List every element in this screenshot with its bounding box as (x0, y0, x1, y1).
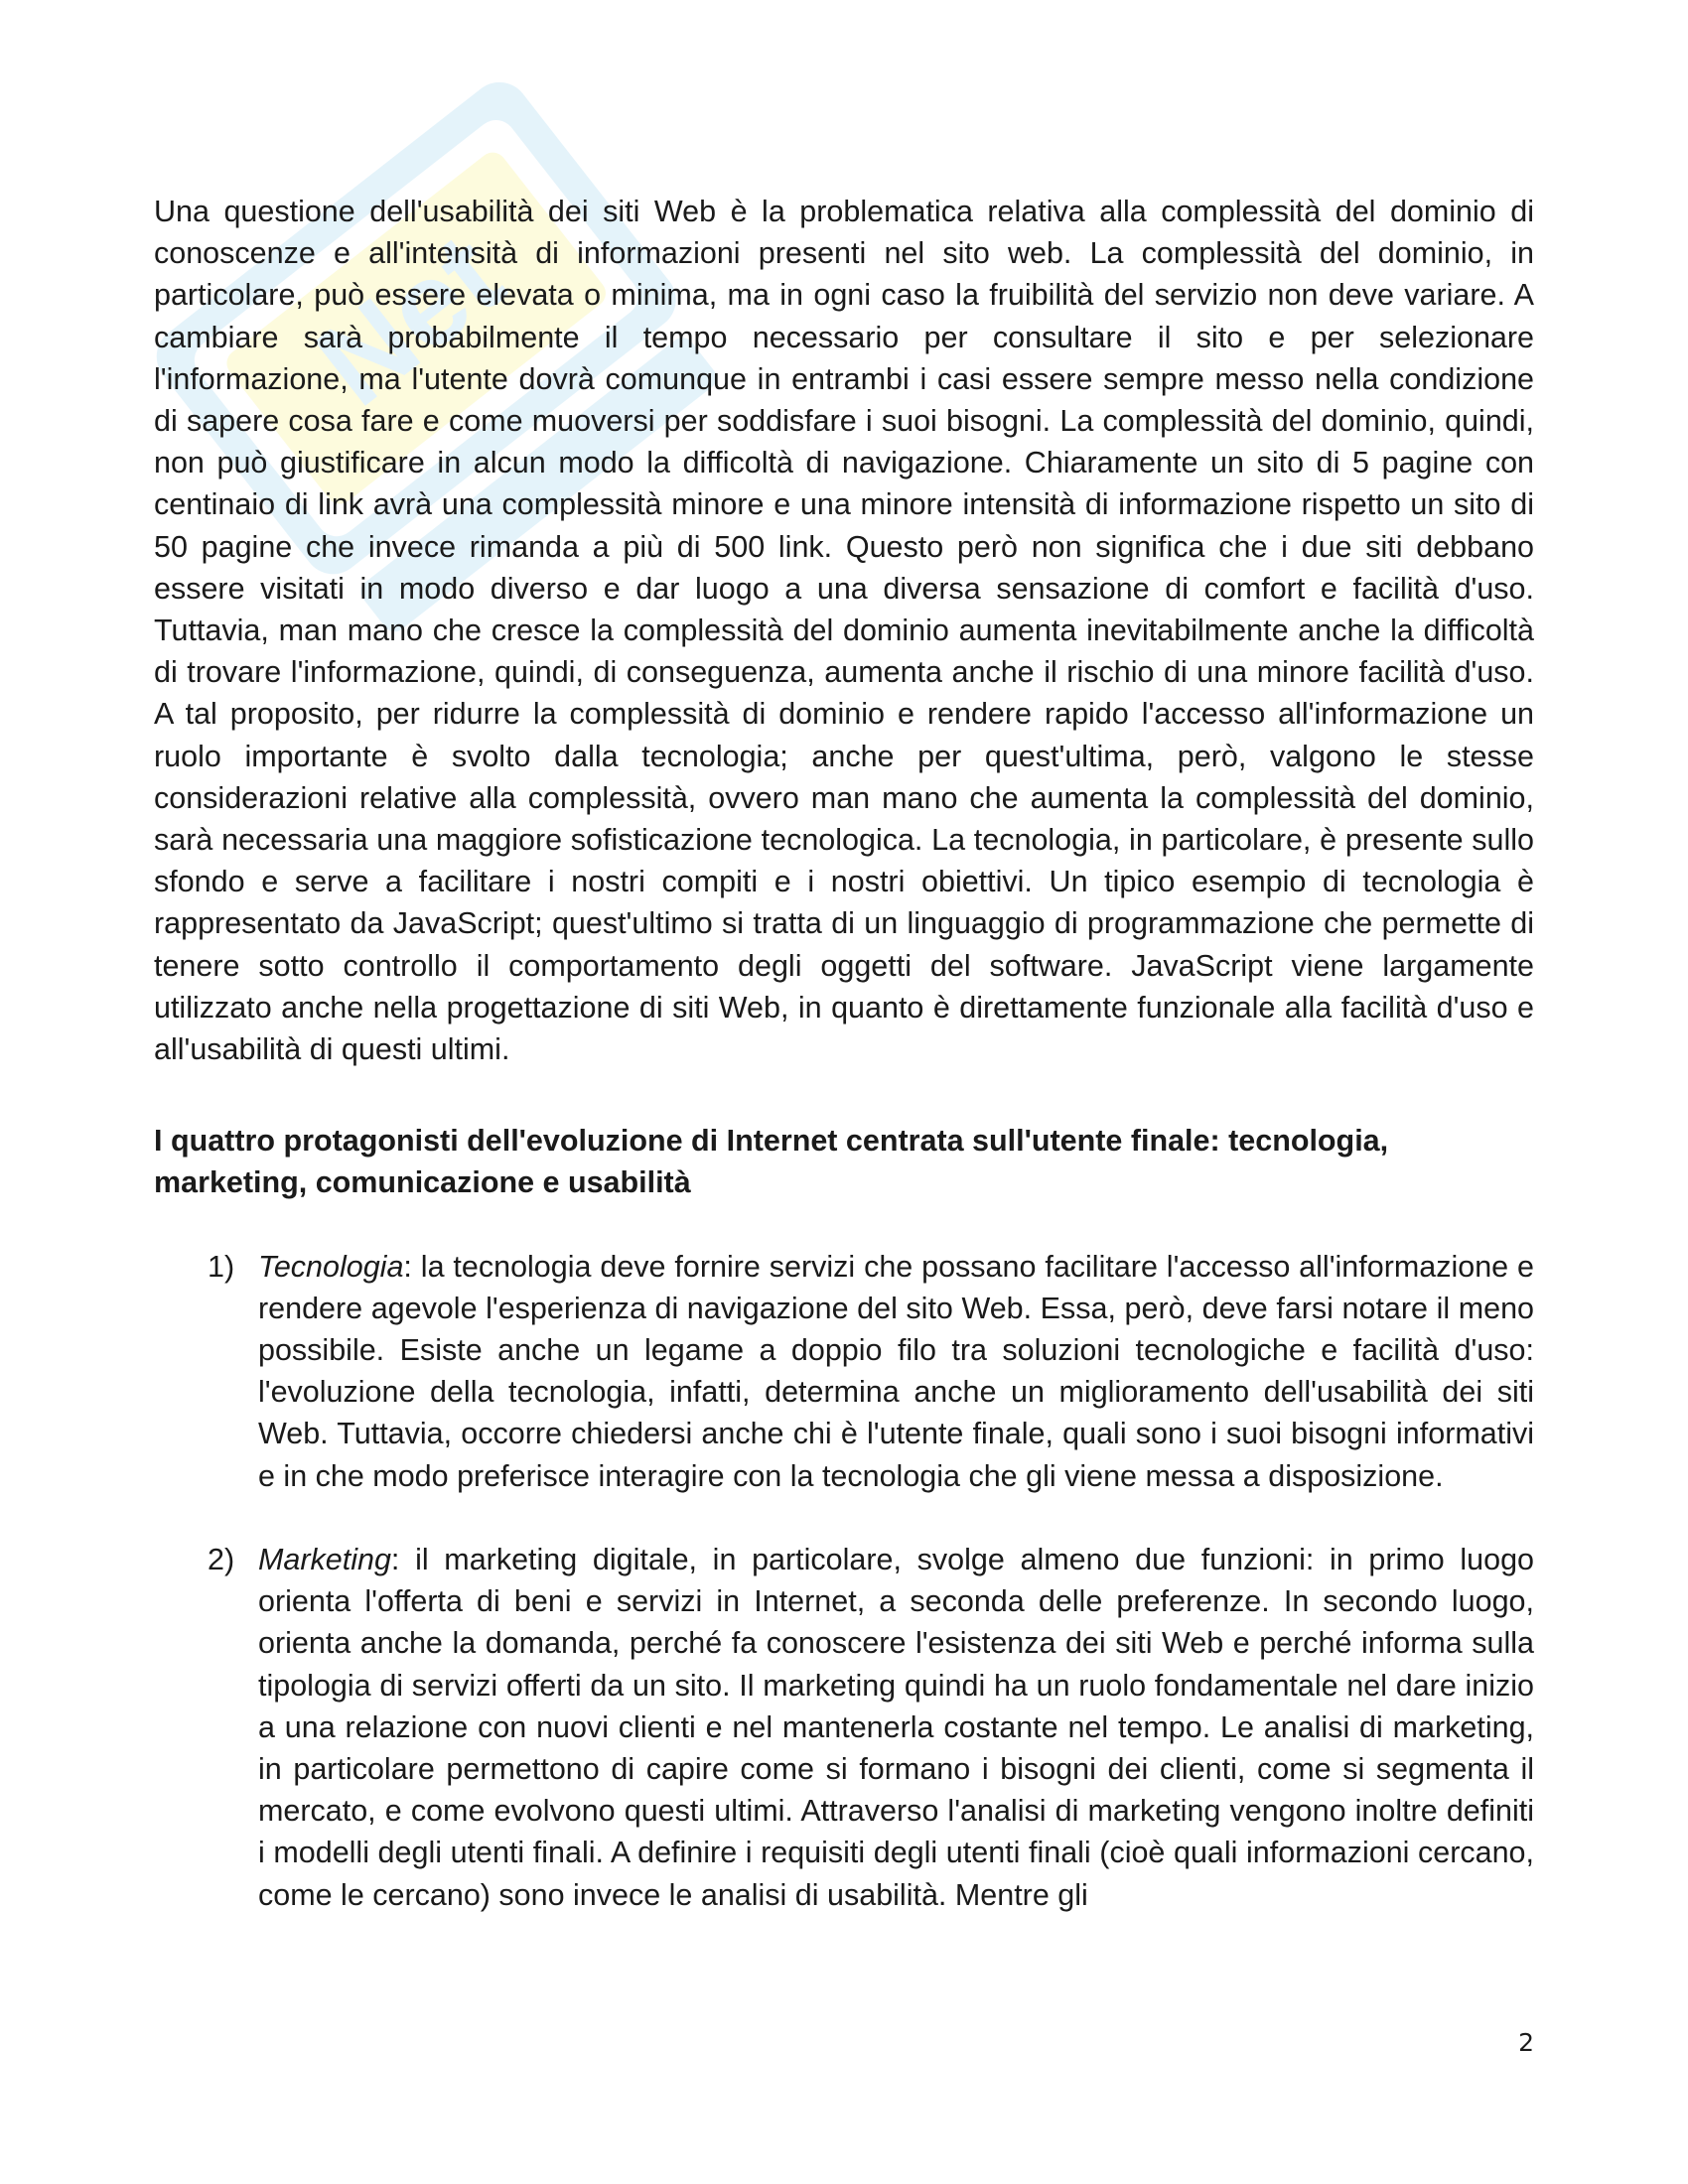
list-item-number: 1) (208, 1249, 235, 1284)
svg-text:Net: Net (293, 207, 526, 432)
protagonists-list (154, 1246, 1534, 1916)
list-item-term: Marketing (258, 1542, 391, 1576)
list-item-number: 2) (208, 1542, 235, 1576)
page-number: 2 (1518, 2028, 1534, 2057)
section-heading: I quattro protagonisti dell'evoluzione di Internet centrata sull'utente finale: tecnologia, marketing, comunicazione e usabilità (154, 1124, 1389, 1200)
list-item-text: : la tecnologia deve fornire servizi che possano facilitare l'accesso all'informazione e rendere agevole l'esperienza di navigazione del sito Web. Essa, però, deve farsi notare il meno possibile. Esiste anche un legame a doppio filo tra soluzioni tecnologiche e facilità d'uso: l'evoluzione della tecnologia, infatti, determina anche un miglioramento dell'usabilità dei siti Web. Tuttavia, occorre chiedersi anche chi è l'utente finale, quali sono i suoi bisogni informativi e in che modo preferisce interagire con la tecnologia che gli viene messa a disposizione. (258, 1249, 1534, 1493)
list-item-marketing (154, 1539, 1534, 1916)
document-body (154, 191, 1534, 1958)
list-item-tecnologia (154, 1246, 1534, 1497)
intro-paragraph: Una questione dell'usabilità dei siti Web è la problematica relativa alla complessità del dominio di conoscenze e all'intensità di informazioni presenti nel sito web. La complessità del dominio, in particolare, può essere elevata o minima, ma in ogni caso la fruibilità del servizio non deve variare. A cambiare sarà probabilmente il tempo necessario per consultare il sito e per selezionare l'informazione, ma l'utente dovrà comunque in entrambi i casi essere sempre messo nella condizione di sapere cosa fare e come muoversi per soddisfare i suoi bisogni. La complessità del dominio, quindi, non può giustificare in alcun modo la difficoltà di navigazione. Chiaramente un sito di 5 pagine con centinaio di link avrà una complessità minore e una minore intensità di informazione rispetto un sito di 50 pagine che invece rimanda a più di 500 link. Questo però non significa che i due siti debbano essere visitati in modo diverso e dar luogo a una diversa sensazione di comfort e facilità d'uso. Tuttavia, man mano che cresce la complessità del dominio aumenta inevitabilmente anche la difficoltà di trovare l'informazione, quindi, di conseguenza, aumenta anche il rischio di una minore facilità d'uso. A tal proposito, per ridurre la complessità di dominio e rendere rapido l'accesso all'informazione un ruolo importante è svolto dalla tecnologia; anche per quest'ultima, però, valgono le stesse considerazioni relative alla complessità, ovvero man mano che aumenta la complessità del dominio, sarà necessaria una maggiore sofisticazione tecnologica. La tecnologia, in particolare, è presente sullo sfondo e serve a facilitare i nostri compiti e i nostri obiettivi. Un tipico esempio di tecnologia è rappresentato da JavaScript; quest'ultimo si tratta di un linguaggio di programmazione che permette di tenere sotto controllo il comportamento degli oggetti del software. JavaScript viene largamente utilizzato anche nella progettazione di siti Web, in quanto è direttamente funzionale alla facilità d'uso e all'usabilità di questi ultimi. (154, 195, 1534, 1067)
list-item-text: : il marketing digitale, in particolare, svolge almeno due funzioni: in primo luogo orienta l'offerta di beni e servizi in Internet, a seconda delle preferenze. In secondo luogo, orienta anche la domanda, perché fa conoscere l'esistenza dei siti Web e perché informa sulla tipologia di servizi offerti da un sito. Il marketing quindi ha un ruolo fondamentale nel dare inizio a una relazione con nuovi clienti e nel mantenerla costante nel tempo. Le analisi di marketing, in particolare permettono di capire come si formano i bisogni dei clienti, come si segmenta il mercato, e come evolvono questi ultimi. Attraverso l'analisi di marketing vengono inoltre definiti i modelli degli utenti finali. A definire i requisiti degli utenti finali (cioè quali informazioni cercano, come le cercano) sono invece le analisi di usabilità. Mentre gli (258, 1542, 1534, 1912)
list-item-term: Tecnologia (258, 1249, 404, 1284)
